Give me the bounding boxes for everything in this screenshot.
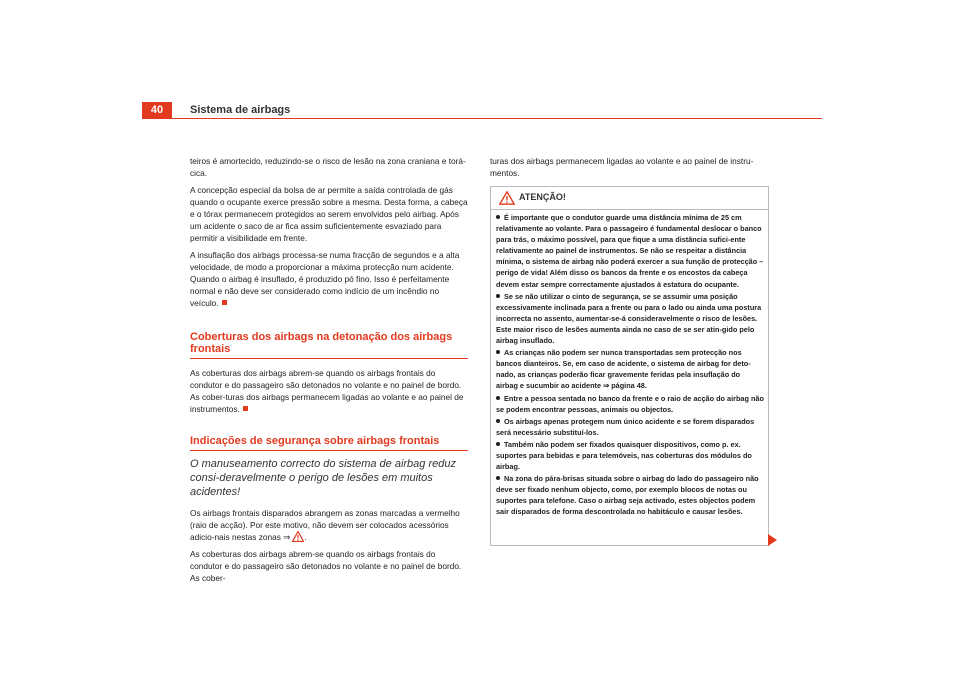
right-column xyxy=(490,155,768,184)
warning-body xyxy=(491,210,768,518)
bullet-icon xyxy=(496,215,500,219)
warning-item xyxy=(496,291,764,346)
running-header: Sistema de airbags xyxy=(190,104,291,116)
warning-item xyxy=(496,473,764,517)
warning-item xyxy=(496,347,764,391)
next-page-arrow-icon[interactable] xyxy=(768,534,777,546)
warning-box xyxy=(490,186,769,546)
bullet-icon xyxy=(496,476,500,480)
bullet-icon xyxy=(496,294,500,298)
paragraph xyxy=(190,367,468,415)
warning-item xyxy=(496,212,764,290)
warning-item xyxy=(496,393,764,415)
warning-triangle-icon xyxy=(292,531,307,542)
bullet-icon xyxy=(496,442,500,446)
warning-item-text: Os airbags apenas protegem num único acidente e se forem disparados será necessário substituí-los. xyxy=(496,416,755,437)
paragraph: A concepção especial da bolsa de ar permite a saída controlada de gás quando o ocupante exerce pressão sobre a mesma. Desta forma, a cabeça e o tórax permanecem protegidos ao serem envolvidos pelo airbag. Após um acidente o saco de ar fica assim suficientemente esvaziado para permitir a visibilidade em frente. xyxy=(190,185,468,243)
warning-item xyxy=(496,439,764,472)
warning-item-text: Se se não utilizar o cinto de segurança, se se assumir uma posição excessivamente inclinada para a frente ou para o lado ou ainda uma postura incorrecta no assento, aumentar-se-á consideravelmente o risco de lesões. Este maior risco de lesões aumenta ainda no caso de se ser atin-gido pelo airbag insuflado. xyxy=(496,291,762,346)
paragraph xyxy=(190,507,468,543)
paragraph: As coberturas dos airbags abrem-se quando os airbags frontais do condutor e do passageiro são detonados no volante e no painel de bordo. As cober- xyxy=(190,549,462,583)
paragraph: teiros é amortecido, reduzindo-se o risco de lesão na zona craniana e torá-cica. xyxy=(190,156,466,178)
warning-triangle-icon xyxy=(499,191,515,205)
header-rule xyxy=(142,118,822,119)
bullet-icon xyxy=(496,350,500,354)
warning-item xyxy=(496,416,764,438)
paragraph-text: . xyxy=(304,532,307,542)
warning-item-text: Entre a pessoa sentada no banco da frente e o raio de acção do airbag não se podem encontrar pessoas, animais ou objectos. xyxy=(496,393,764,414)
warning-item-text: Na zona do pára-brisas situada sobre o airbag do lado do passageiro não deve ser fixado nenhum objecto, como, por exemplo blocos de notas ou suportes para telefone. Caso o airbag seja activado, estes objectos podem sair disparados de forma descontrolada no habitáculo e causar lesões. xyxy=(496,474,759,517)
warning-item-text: É importante que o condutor guarde uma distância mínima de 25 cm relativamente ao volante. Para o passageiro é fundamental deslocar o banco para trás, o máximo possível, para que fique a uma distância sufici-ente relativamente ao painel de instrumentos. Se não se respeitar a distância mínima, o sistema de airbag não poderá exercer a sua função de protecção – perigo de vida! Além disso os bancos da frente e os encostos da cabeça devem estar sempre correctamente ajustados à estatura do ocupante. xyxy=(496,213,764,289)
warning-item-text: As crianças não podem ser nunca transportadas sem protecção nos bancos dianteiros. Se, em caso de acidente, o sistema de airbag for deto-nado, as crianças poderão ficar gravemente feridas pela insuflação do airbag e sucumbir ao acidente ⇒ página 48. xyxy=(496,348,751,391)
paragraph: turas dos airbags permanecem ligadas ao volante e ao painel de instru-mentos. xyxy=(490,156,754,178)
paragraph-text: Os airbags frontais disparados abrangem as zonas marcadas a vermelho (raio de acção). Por este motivo, não devem ser colocados acessórios adicio-nais nestas zonas ⇒ xyxy=(190,508,460,542)
lead-text: O manuseamento correcto do sistema de airbag reduz consi-deravelmente o perigo de lesões em muitos acidentes! xyxy=(190,458,456,498)
left-column xyxy=(190,155,468,589)
page-number: 40 xyxy=(142,102,172,119)
end-of-section-icon xyxy=(243,406,248,411)
warning-title: ATENÇÃO! xyxy=(519,192,566,202)
paragraph-text: As coberturas dos airbags abrem-se quando os airbags frontais do condutor e do passageiro são detonados no volante e no painel de bordo. As cober-turas dos airbags permanecem ligadas ao volante e ao painel de instrumentos. xyxy=(190,368,464,414)
warning-item-text: Também não podem ser fixados quaisquer dispositivos, como p. ex. suportes para bebidas e para telemóveis, nas coberturas dos módulos do airbag. xyxy=(496,439,752,472)
end-of-section-icon xyxy=(222,300,227,305)
bullet-icon xyxy=(496,396,500,400)
paragraph-text: A insuflação dos airbags processa-se numa fracção de segundos e a alta velocidade, de modo a proporcionar a máxima protecção num acidente. Quando o airbag é insuflado, é produzido pó fino. Isso é perfeitamente normal e não deve ser considerado como indício de um incêndio no veículo. xyxy=(190,250,460,308)
section-heading: Coberturas dos airbags na detonação dos airbags frontais xyxy=(190,331,468,359)
section-heading: Indicações de segurança sobre airbags frontais xyxy=(190,435,468,451)
warning-header xyxy=(491,187,768,210)
bullet-icon xyxy=(496,419,500,423)
paragraph xyxy=(190,249,468,309)
